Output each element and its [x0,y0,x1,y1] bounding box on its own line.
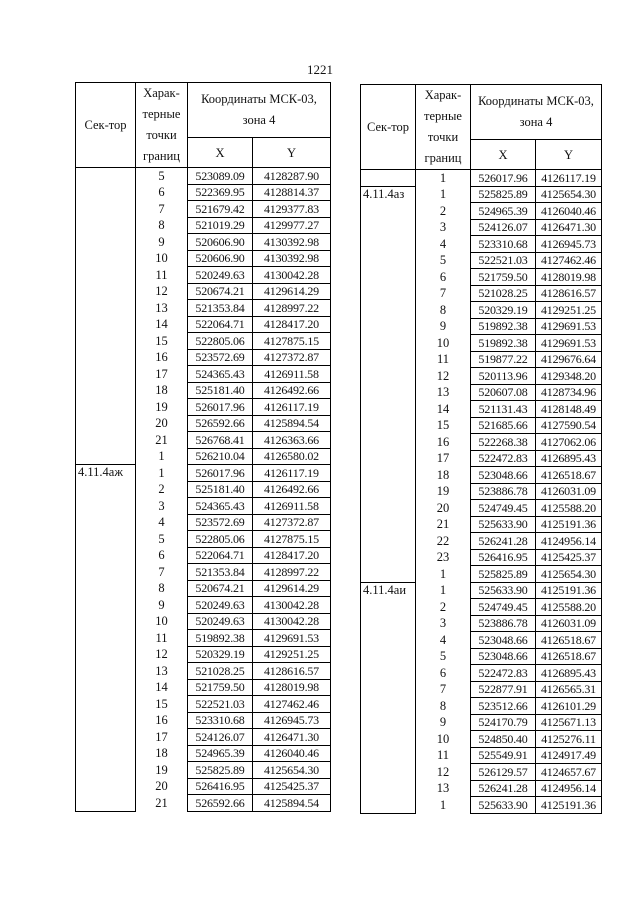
x-coordinate-cell: 526592.66 [188,795,253,812]
point-number-cell: 5 [416,252,471,269]
y-coordinate-cell: 4125191.36 [536,797,602,814]
x-coordinate-cell: 526241.28 [471,780,536,797]
y-coordinate-cell: 4127875.15 [253,531,331,548]
x-coordinate-cell: 521353.84 [188,300,253,317]
y-coordinate-cell: 4125191.36 [536,516,602,533]
point-number-cell: 5 [136,168,188,185]
y-coordinate-cell: 4126911.58 [253,366,331,383]
point-number-cell: 11 [136,630,188,647]
point-number-cell: 2 [136,481,188,498]
page-number: 1221 [307,62,333,77]
x-coordinate-cell: 521759.50 [471,269,536,286]
coordinates-table-left [75,82,331,812]
x-coordinate-cell: 525825.89 [188,762,253,779]
x-coordinate-cell: 521353.84 [188,564,253,581]
y-coordinate-cell: 4129614.29 [253,580,331,597]
y-coordinate-cell: 4130042.28 [253,597,331,614]
point-number-cell: 1 [416,170,471,187]
y-coordinate-cell: 4124956.14 [536,533,602,550]
point-number-cell: 12 [136,646,188,663]
x-coordinate-cell: 522472.83 [471,450,536,467]
x-coordinate-cell: 524365.43 [188,366,253,383]
x-coordinate-cell: 525633.90 [471,582,536,599]
y-coordinate-cell: 4128148.49 [536,401,602,418]
point-number-cell: 19 [136,762,188,779]
point-number-cell: 7 [416,681,471,698]
x-coordinate-cell: 522064.71 [188,316,253,333]
y-coordinate-cell: 4126363.66 [253,432,331,449]
x-coordinate-cell: 524965.39 [471,203,536,220]
y-coordinate-cell: 4129251.25 [536,302,602,319]
point-number-cell: 18 [136,745,188,762]
point-number-cell: 8 [416,698,471,715]
y-coordinate-cell: 4128019.98 [253,679,331,696]
x-coordinate-cell: 522268.38 [471,434,536,451]
coords-header: Координаты МСК-03, зона 4 [471,85,602,140]
point-number-cell: 6 [136,184,188,201]
point-number-cell: 4 [416,632,471,649]
point-number-cell: 17 [136,366,188,383]
point-number-cell: 13 [416,384,471,401]
y-coordinate-cell: 4129691.53 [536,335,602,352]
y-coordinate-cell: 4126895.43 [536,665,602,682]
x-coordinate-cell: 525181.40 [188,382,253,399]
x-coordinate-cell: 525633.90 [471,516,536,533]
x-coordinate-cell: 523310.68 [471,236,536,253]
point-number-cell: 8 [136,580,188,597]
y-coordinate-cell: 4128287.90 [253,168,331,185]
y-coordinate-cell: 4126895.43 [536,450,602,467]
x-coordinate-cell: 522805.06 [188,531,253,548]
x-coordinate-cell: 523310.68 [188,712,253,729]
point-number-cell: 18 [416,467,471,484]
x-coordinate-cell: 524126.07 [188,729,253,746]
point-number-cell: 4 [136,514,188,531]
x-coordinate-cell: 526017.96 [188,399,253,416]
table-row [76,168,331,185]
x-coordinate-cell: 523512.66 [471,698,536,715]
x-coordinate-cell: 520606.90 [188,234,253,251]
y-coordinate-cell: 4124956.14 [536,780,602,797]
x-coordinate-cell: 520674.21 [188,283,253,300]
sector-cell [76,168,136,465]
x-coordinate-cell: 523089.09 [188,168,253,185]
point-number-cell: 12 [416,368,471,385]
y-coordinate-cell: 4124917.49 [536,747,602,764]
y-coordinate-cell: 4125894.54 [253,415,331,432]
point-number-cell: 9 [136,597,188,614]
x-coordinate-cell: 526129.57 [471,764,536,781]
x-coordinate-cell: 520249.63 [188,267,253,284]
x-coordinate-cell: 524850.40 [471,731,536,748]
point-number-cell: 21 [136,432,188,449]
y-coordinate-cell: 4126117.19 [253,399,331,416]
y-coordinate-cell: 4126518.67 [536,632,602,649]
sector-header: Сек-тор [361,85,416,170]
x-coordinate-cell: 521679.42 [188,201,253,218]
x-coordinate-cell: 521028.25 [188,663,253,680]
y-coordinate-cell: 4128997.22 [253,300,331,317]
y-coordinate-cell: 4126471.30 [253,729,331,746]
point-number-cell: 11 [416,351,471,368]
point-number-cell: 21 [136,795,188,812]
y-coordinate-cell: 4126945.73 [253,712,331,729]
y-coordinate-cell: 4126492.66 [253,382,331,399]
x-coordinate-cell: 523572.69 [188,514,253,531]
y-coordinate-cell: 4125276.11 [536,731,602,748]
x-coordinate-cell: 520606.90 [188,250,253,267]
y-coordinate-cell: 4126565.31 [536,681,602,698]
y-coordinate-cell: 4127462.46 [253,696,331,713]
point-number-cell: 10 [136,613,188,630]
y-coordinate-cell: 4129251.25 [253,646,331,663]
y-coordinate-cell: 4128734.96 [536,384,602,401]
y-coordinate-cell: 4127372.87 [253,349,331,366]
x-header: X [188,138,253,168]
y-coordinate-cell: 4126518.67 [536,467,602,484]
x-coordinate-cell: 521759.50 [188,679,253,696]
y-coordinate-cell: 4129691.53 [536,318,602,335]
x-coordinate-cell: 524126.07 [471,219,536,236]
x-coordinate-cell: 519892.38 [188,630,253,647]
y-coordinate-cell: 4127372.87 [253,514,331,531]
point-number-cell: 15 [136,696,188,713]
x-coordinate-cell: 526017.96 [188,465,253,482]
point-number-cell: 15 [416,417,471,434]
x-coordinate-cell: 523048.66 [471,467,536,484]
x-coordinate-cell: 520113.96 [471,368,536,385]
point-number-cell: 9 [416,714,471,731]
x-coordinate-cell: 526416.95 [471,549,536,566]
table-row [76,465,331,482]
y-coordinate-cell: 4126911.58 [253,498,331,515]
x-coordinate-cell: 520674.21 [188,580,253,597]
point-number-cell: 13 [136,663,188,680]
x-coordinate-cell: 522877.91 [471,681,536,698]
x-coordinate-cell: 522064.71 [188,547,253,564]
x-coordinate-cell: 522472.83 [471,665,536,682]
y-coordinate-cell: 4124657.67 [536,764,602,781]
y-coordinate-cell: 4125654.30 [536,186,602,203]
x-coordinate-cell: 523886.78 [471,483,536,500]
y-coordinate-cell: 4126031.09 [536,615,602,632]
point-number-cell: 14 [136,316,188,333]
x-coordinate-cell: 521685.66 [471,417,536,434]
x-coordinate-cell: 521019.29 [188,217,253,234]
x-coordinate-cell: 526416.95 [188,778,253,795]
point-number-cell: 1 [416,566,471,583]
point-number-cell: 9 [416,318,471,335]
point-number-cell: 22 [416,533,471,550]
point-number-cell: 13 [136,300,188,317]
point-number-cell: 19 [136,399,188,416]
point-number-cell: 4 [416,236,471,253]
sector-cell: 4.11.4аи [361,582,416,813]
point-number-cell: 9 [136,234,188,251]
y-coordinate-cell: 4125588.20 [536,599,602,616]
point-number-cell: 10 [416,731,471,748]
point-number-cell: 6 [136,547,188,564]
y-coordinate-cell: 4126471.30 [536,219,602,236]
y-coordinate-cell: 4126492.66 [253,481,331,498]
y-coordinate-cell: 4127462.46 [536,252,602,269]
point-number-cell: 21 [416,516,471,533]
table-row [361,582,602,599]
y-coordinate-cell: 4130042.28 [253,613,331,630]
sector-header: Сек-тор [76,83,136,168]
point-number-cell: 2 [416,599,471,616]
y-coordinate-cell: 4129676.64 [536,351,602,368]
point-number-cell: 20 [136,415,188,432]
point-number-cell: 14 [416,401,471,418]
x-coordinate-cell: 520249.63 [188,597,253,614]
x-coordinate-cell: 520329.19 [188,646,253,663]
y-header: Y [253,138,331,168]
point-number-cell: 15 [136,333,188,350]
y-coordinate-cell: 4126580.02 [253,448,331,465]
x-coordinate-cell: 525825.89 [471,566,536,583]
table-row [361,170,602,187]
point-number-cell: 6 [416,269,471,286]
point-number-cell: 23 [416,549,471,566]
point-number-cell: 17 [416,450,471,467]
point-number-cell: 1 [416,582,471,599]
y-coordinate-cell: 4127875.15 [253,333,331,350]
y-coordinate-cell: 4129377.83 [253,201,331,218]
point-number-cell: 5 [136,531,188,548]
x-coordinate-cell: 519892.38 [471,335,536,352]
y-coordinate-cell: 4129691.53 [253,630,331,647]
point-number-cell: 7 [136,564,188,581]
sector-cell [361,170,416,187]
points-header: Харак-терные точки границ [416,85,471,170]
x-coordinate-cell: 523048.66 [471,632,536,649]
x-coordinate-cell: 525549.91 [471,747,536,764]
point-number-cell: 5 [416,648,471,665]
y-coordinate-cell: 4127590.54 [536,417,602,434]
x-coordinate-cell: 523572.69 [188,349,253,366]
point-number-cell: 8 [136,217,188,234]
y-coordinate-cell: 4126031.09 [536,483,602,500]
point-number-cell: 14 [136,679,188,696]
y-coordinate-cell: 4128997.22 [253,564,331,581]
x-coordinate-cell: 524365.43 [188,498,253,515]
coords-header: Координаты МСК-03, зона 4 [188,83,331,138]
x-coordinate-cell: 522521.03 [471,252,536,269]
x-coordinate-cell: 523048.66 [471,648,536,665]
y-coordinate-cell: 4128616.57 [536,285,602,302]
y-coordinate-cell: 4129977.27 [253,217,331,234]
y-coordinate-cell: 4125191.36 [536,582,602,599]
point-number-cell: 6 [416,665,471,682]
x-coordinate-cell: 524749.45 [471,599,536,616]
point-number-cell: 1 [416,186,471,203]
x-coordinate-cell: 526210.04 [188,448,253,465]
y-coordinate-cell: 4126117.19 [253,465,331,482]
table-row [361,186,602,203]
y-header: Y [536,140,602,170]
y-coordinate-cell: 4125894.54 [253,795,331,812]
point-number-cell: 16 [416,434,471,451]
coordinates-table-right [360,84,602,814]
y-coordinate-cell: 4125425.37 [536,549,602,566]
x-coordinate-cell: 525825.89 [471,186,536,203]
sector-cell: 4.11.4аж [76,465,136,812]
y-coordinate-cell: 4130392.98 [253,234,331,251]
point-number-cell: 1 [416,797,471,814]
x-coordinate-cell: 526768.41 [188,432,253,449]
x-coordinate-cell: 519877.22 [471,351,536,368]
point-number-cell: 13 [416,780,471,797]
x-coordinate-cell: 525181.40 [188,481,253,498]
point-number-cell: 11 [136,267,188,284]
point-number-cell: 16 [136,349,188,366]
y-coordinate-cell: 4126101.29 [536,698,602,715]
y-coordinate-cell: 4125654.30 [253,762,331,779]
y-coordinate-cell: 4125671.13 [536,714,602,731]
point-number-cell: 1 [136,465,188,482]
y-coordinate-cell: 4129614.29 [253,283,331,300]
point-number-cell: 11 [416,747,471,764]
x-coordinate-cell: 520249.63 [188,613,253,630]
y-coordinate-cell: 4129348.20 [536,368,602,385]
x-coordinate-cell: 520329.19 [471,302,536,319]
y-coordinate-cell: 4130392.98 [253,250,331,267]
y-coordinate-cell: 4126117.19 [536,170,602,187]
y-coordinate-cell: 4126945.73 [536,236,602,253]
x-coordinate-cell: 522369.95 [188,184,253,201]
y-coordinate-cell: 4127062.06 [536,434,602,451]
y-coordinate-cell: 4128417.20 [253,547,331,564]
point-number-cell: 3 [416,615,471,632]
y-coordinate-cell: 4128616.57 [253,663,331,680]
x-coordinate-cell: 520607.08 [471,384,536,401]
x-coordinate-cell: 521028.25 [471,285,536,302]
point-number-cell: 10 [136,250,188,267]
point-number-cell: 12 [416,764,471,781]
x-coordinate-cell: 525633.90 [471,797,536,814]
y-coordinate-cell: 4126040.46 [253,745,331,762]
point-number-cell: 7 [416,285,471,302]
points-header: Харак-терные точки границ [136,83,188,168]
point-number-cell: 1 [136,448,188,465]
y-coordinate-cell: 4126518.67 [536,648,602,665]
x-coordinate-cell: 526241.28 [471,533,536,550]
point-number-cell: 3 [136,498,188,515]
point-number-cell: 3 [416,219,471,236]
x-coordinate-cell: 521131.43 [471,401,536,418]
y-coordinate-cell: 4130042.28 [253,267,331,284]
x-coordinate-cell: 524749.45 [471,500,536,517]
y-coordinate-cell: 4128417.20 [253,316,331,333]
x-coordinate-cell: 522521.03 [188,696,253,713]
point-number-cell: 18 [136,382,188,399]
point-number-cell: 7 [136,201,188,218]
y-coordinate-cell: 4128814.37 [253,184,331,201]
point-number-cell: 20 [136,778,188,795]
y-coordinate-cell: 4125425.37 [253,778,331,795]
y-coordinate-cell: 4125588.20 [536,500,602,517]
x-header: X [471,140,536,170]
x-coordinate-cell: 526017.96 [471,170,536,187]
y-coordinate-cell: 4128019.98 [536,269,602,286]
point-number-cell: 20 [416,500,471,517]
point-number-cell: 2 [416,203,471,220]
point-number-cell: 17 [136,729,188,746]
x-coordinate-cell: 522805.06 [188,333,253,350]
point-number-cell: 16 [136,712,188,729]
point-number-cell: 10 [416,335,471,352]
point-number-cell: 12 [136,283,188,300]
point-number-cell: 8 [416,302,471,319]
x-coordinate-cell: 526592.66 [188,415,253,432]
y-coordinate-cell: 4125654.30 [536,566,602,583]
point-number-cell: 19 [416,483,471,500]
x-coordinate-cell: 524965.39 [188,745,253,762]
y-coordinate-cell: 4126040.46 [536,203,602,220]
sector-cell: 4.11.4аз [361,186,416,582]
x-coordinate-cell: 519892.38 [471,318,536,335]
x-coordinate-cell: 523886.78 [471,615,536,632]
x-coordinate-cell: 524170.79 [471,714,536,731]
